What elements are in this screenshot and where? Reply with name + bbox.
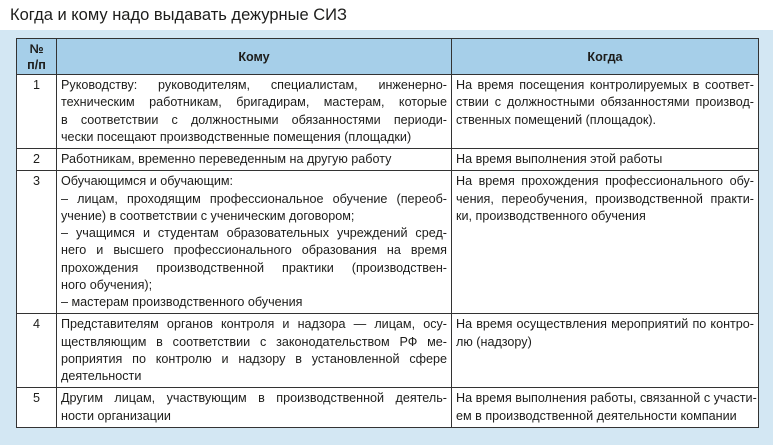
cell-text-line: – учащимся и студентам образовательных учреждений сред- (61, 226, 447, 240)
cell-text-line: ности организации (61, 408, 171, 423)
table-row (17, 388, 759, 428)
cell-text-line: Обучающимся и обучающим: (61, 174, 234, 189)
cell-text-line: На время прохождения профессионального обу- (456, 174, 754, 189)
row-when-cell (452, 314, 759, 388)
table-row (17, 149, 759, 171)
cell-text-line: На время выполнения работы, связанной с участи- (456, 391, 757, 406)
cell-text-line: – мастерам производственного обучения (61, 295, 303, 309)
cell-text-line: учение) в соответствии с ученическим договором; (61, 208, 355, 223)
cell-text-line: ствии с должностными обязанностями производ- (456, 95, 754, 110)
cell-text-line: – лицам, проходящим профессиональное обучение (переоб- (61, 191, 447, 206)
cell-text-line: деятельности (61, 369, 142, 383)
column-header-whom: Кому (57, 39, 452, 75)
header-number-line-2: п/п (27, 57, 46, 72)
row-when-cell (452, 171, 759, 314)
row-when-cell (452, 388, 759, 428)
table-row (17, 171, 759, 314)
cell-text-line: в соответствии с должностными обязанностями периоди- (61, 112, 447, 127)
cell-text-line: На время выполнения этой работы (456, 152, 663, 166)
cell-text-line: лю (надзору) (456, 334, 532, 349)
header-number-line-1: № (29, 41, 44, 56)
table-body (17, 75, 759, 428)
cell-text-line: техническим работникам, бригадирам, мастерам, которые (61, 95, 447, 110)
cell-text-line: На время посещения контролируемых в соответ- (456, 78, 754, 92)
page-title: Когда и кому надо выдавать дежурные СИЗ (10, 6, 347, 24)
cell-text-line: Другим лицам, участвующим в производственной деятель- (61, 391, 447, 406)
cell-text-line: ственных помещений (площадок). (456, 112, 657, 127)
cell-text-line: него и высшего профессионального образования на время (61, 243, 447, 258)
column-header-when: Когда (452, 39, 759, 75)
row-whom-cell (57, 388, 452, 428)
row-whom-cell (57, 171, 452, 314)
cell-text-line: чения, переобучения, производственной практи- (456, 191, 754, 206)
table-row (17, 314, 759, 388)
table-header-row (17, 39, 759, 75)
cell-text-line: ки, производственного обучения (456, 208, 646, 223)
row-number-cell: 5 (17, 388, 57, 428)
siz-table (16, 38, 759, 428)
cell-text-line: Представителям органов контроля и надзора — лицам, осу- (61, 317, 447, 332)
cell-text-line: ществляющим в соответствии с законодательством РФ ме- (61, 334, 447, 349)
row-number-cell: 3 (17, 171, 57, 314)
table-row (17, 75, 759, 149)
row-when-cell (452, 149, 759, 171)
row-number-cell: 1 (17, 75, 57, 149)
row-whom-cell (57, 75, 452, 149)
cell-text-line: Руководству: руководителям, специалистам, инженерно- (61, 78, 447, 92)
row-whom-cell (57, 314, 452, 388)
row-when-cell (452, 75, 759, 149)
row-number-cell: 2 (17, 149, 57, 171)
cell-text-line: прохождения производственной практики (производствен- (61, 260, 447, 275)
cell-text-line: роприятия по контролю и надзору в установленной сфере (61, 351, 447, 366)
cell-text-line: ем в производственной деятельности компании (456, 408, 737, 423)
cell-text-line: ного обучения); (61, 277, 153, 292)
column-header-number (17, 39, 57, 75)
cell-text-line: чески посещают производственные помещения (площадки) (61, 129, 412, 144)
cell-text-line: Работникам, временно переведенным на другую работу (61, 152, 392, 166)
cell-text-line: На время осуществления мероприятий по контро- (456, 317, 754, 332)
row-number-cell: 4 (17, 314, 57, 388)
row-whom-cell (57, 149, 452, 171)
